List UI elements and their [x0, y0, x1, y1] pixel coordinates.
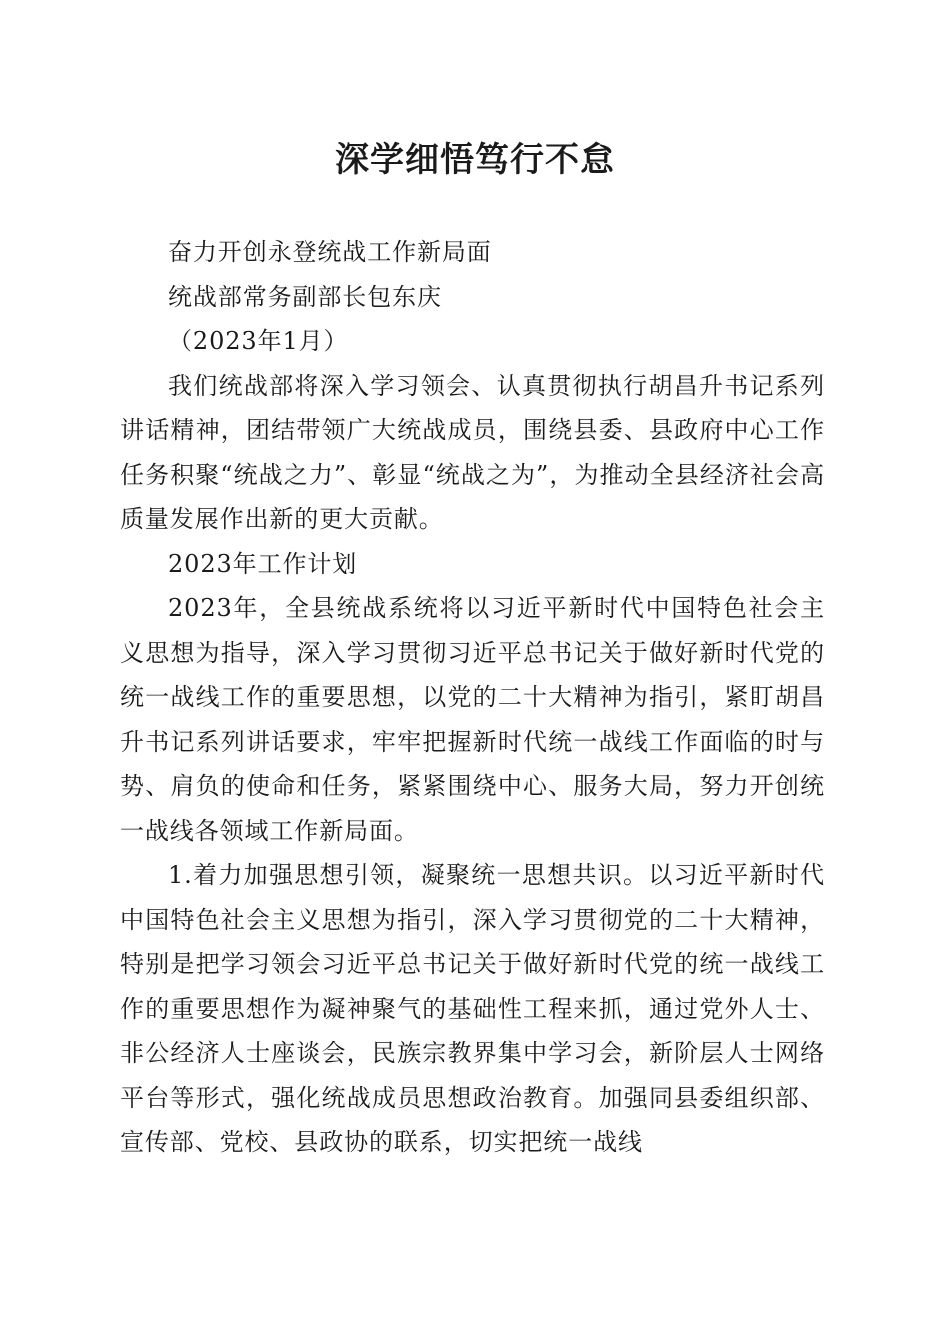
plan-paragraph: 2023年，全县统战系统将以习近平新时代中国特色社会主义思想为指导，深入学习贯彻习近平总书记关于做好新时代党的统一战线工作的重要思想，以党的二十大精神为指引，紧盯胡昌升书记系列讲话要求，牢牢把握新时代统一战线工作面临的时与势、肩负的使命和任务，紧紧围绕中心、服务大局，努力开创统一战线各领域工作新局面。 [120, 594, 825, 845]
subtitle-paragraph: 奋力开创永登统战工作新局面 [168, 238, 492, 266]
document-body [120, 230, 825, 1165]
date-paragraph: （2023年1月） [168, 327, 349, 355]
item-1-paragraph: 1.着力加强思想引领，凝聚统一思想共识。以习近平新时代中国特色社会主义思想为指引，深入学习贯彻党的二十大精神，特别是把学习领会习近平总书记关于做好新时代党的统一战线工作的重要思想作为凝神聚气的基础性工程来抓，通过党外人士、非公经济人士座谈会，民族宗教界集中学习会，新阶层人士网络平台等形式，强化统战成员思想政治教育。加强同县委组织部、宣传部、党校、县政协的联系，切实把统一战线 [120, 861, 825, 1156]
intro-paragraph: 我们统战部将深入学习领会、认真贯彻执行胡昌升书记系列讲话精神，团结带领广大统战成员，围绕县委、县政府中心工作任务积聚“统战之力”、彰显“统战之为”，为推动全县经济社会高质量发展作出新的更大贡献。 [120, 371, 825, 533]
document-title: 深学细悟笃行不怠 [335, 140, 615, 180]
author-paragraph: 统战部常务副部长包东庆 [168, 282, 442, 311]
section-heading: 2023年工作计划 [168, 549, 358, 578]
